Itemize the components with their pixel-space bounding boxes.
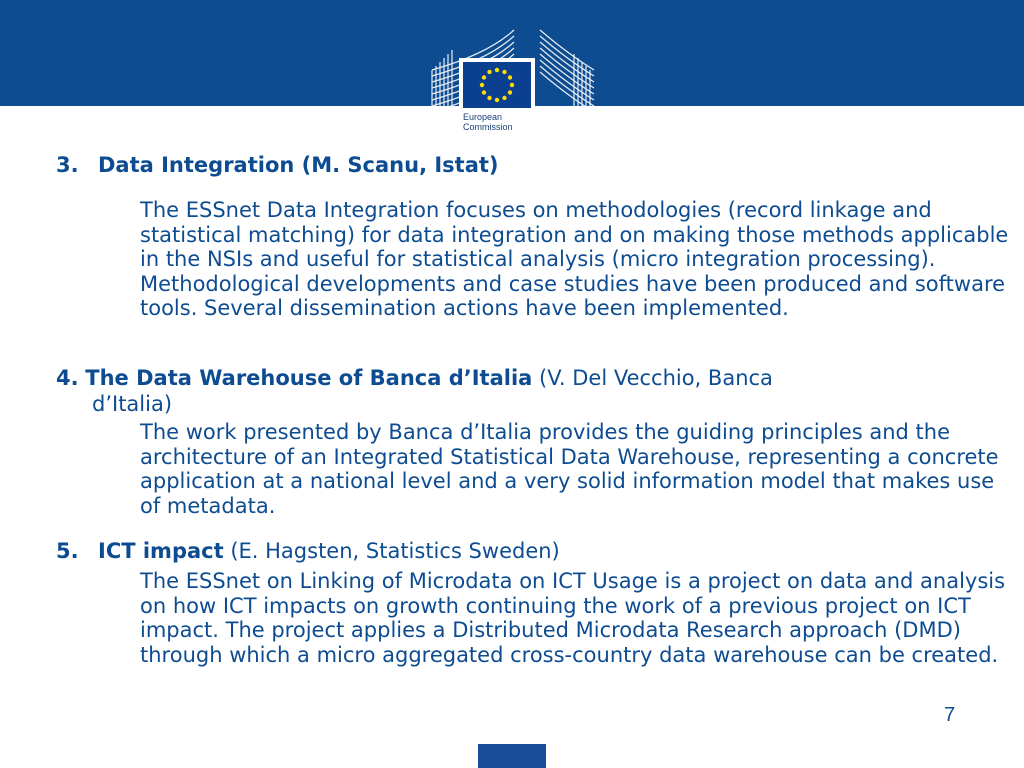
page-number: 7: [944, 704, 956, 726]
item-4-body: The work presented by Banca d’Italia provides the guiding principles and the architecture of an Integrated Statistical Data Warehouse, representing a concrete application at a national level and a very solid information model that makes use of metadata.: [140, 420, 999, 518]
item-5-number: 5.: [56, 539, 79, 563]
eu-flag: [463, 62, 531, 108]
item-3-heading: Data Integration (M. Scanu, Istat): [98, 153, 499, 177]
logo-line1: European: [463, 112, 503, 122]
item-5-subtitle: (E. Hagsten, Statistics Sweden): [230, 539, 560, 563]
item-4-number: 4.: [56, 366, 79, 390]
item-3-number: 3.: [56, 153, 79, 177]
item-3-body: The ESSnet Data Integration focuses on methodologies (record linkage and statistical matching) for data integration and on making those methods applicable in the NSIs and useful for statistical analysis (micro integration processing). Methodological developments and case studies have been produced and software tools. Several dissemination actions have been implemented.: [140, 198, 1009, 320]
item-4-subtitle-line2: d’Italia): [92, 392, 173, 416]
item-3-title: [56, 152, 499, 178]
item-5-heading: ICT impact: [98, 539, 224, 563]
item-4-subtitle-line1: (V. Del Vecchio, Banca: [539, 366, 773, 390]
item-4-title: [56, 365, 956, 417]
logo-text: [463, 112, 535, 132]
item-5-title: [56, 538, 560, 564]
logo-line2: Commission: [463, 122, 513, 132]
eu-stars-icon: [463, 62, 531, 108]
item-4-heading: The Data Warehouse of Banca d’Italia: [85, 366, 533, 390]
item-5-body: The ESSnet on Linking of Microdata on ICT Usage is a project on data and analysis on how ICT impacts on growth continuing the work of a previous project on ICT impact. The project applies a Distributed Microdata Research approach (DMD) through which a micro aggregated cross-country data warehouse can be created.: [140, 569, 1006, 667]
footer-tab: [478, 744, 546, 768]
